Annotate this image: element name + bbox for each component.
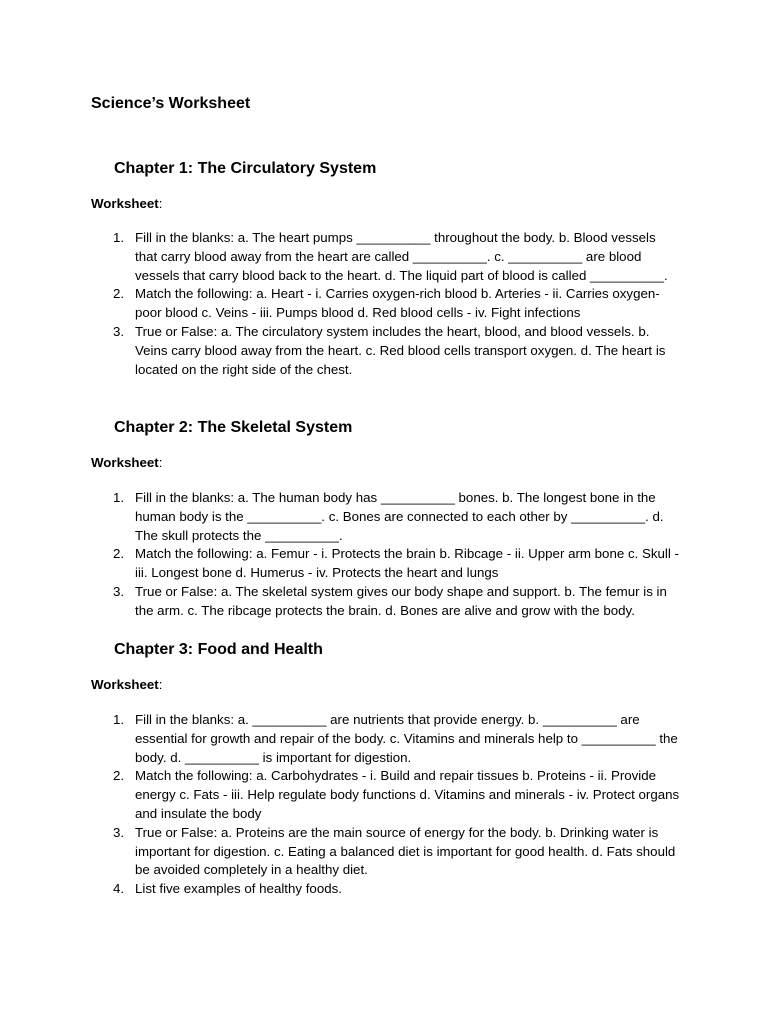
question-item xyxy=(0,489,680,545)
question-item xyxy=(0,545,680,583)
question-number: 3. xyxy=(113,323,125,339)
document-title: Science’s Worksheet xyxy=(91,95,251,112)
question-item xyxy=(0,285,680,323)
worksheet-label-text: Worksheet xyxy=(91,455,159,470)
worksheet-label-text: Worksheet xyxy=(91,196,159,211)
question-text: Match the following: a. Heart - i. Carries oxygen-rich blood b. Arteries - ii. Carries oxygen-poor blood c. Veins - iii. Pumps blood d. Red blood cells - iv. Fight infections xyxy=(135,286,660,321)
chapter-heading: Chapter 1: The Circulatory System xyxy=(114,160,377,177)
question-item xyxy=(0,767,680,823)
question-text: List five examples of healthy foods. xyxy=(135,881,342,897)
question-item xyxy=(0,229,680,285)
question-list xyxy=(0,711,768,899)
question-number: 2. xyxy=(113,546,125,562)
question-number: 1. xyxy=(113,490,125,505)
question-text: Match the following: a. Femur - i. Protects the brain b. Ribcage - ii. Upper arm bone c. Skull - iii. Longest bone d. Humerus - iv. Protects the heart and lungs xyxy=(135,546,679,581)
question-text: True or False: a. Proteins are the main source of energy for the body. b. Drinking water is important for digestion. c. Eating a balanced diet is important for good health. d. Fats should be avoided completely in a healthy diet. xyxy=(135,824,676,878)
worksheet-label xyxy=(91,195,162,213)
question-text: Match the following: a. Carbohydrates - i. Build and repair tissues b. Proteins - ii. Provide energy c. Fats - iii. Help regulate body functions d. Vitamins and minerals - iv. Protect organs and insulate the body xyxy=(135,768,680,821)
question-item xyxy=(0,711,680,767)
question-number: 2. xyxy=(113,768,125,784)
question-text: Fill in the blanks: a. __________ are nutrients that provide energy. b. __________ are essential for growth and repair of the body. c. Vitamins and minerals help to __________ the body. d. __________ is important for digestion. xyxy=(135,712,678,765)
worksheet-label xyxy=(91,676,162,694)
question-number: 4. xyxy=(113,881,125,897)
worksheet-label-colon: : xyxy=(158,196,163,211)
question-item xyxy=(0,583,680,621)
question-list xyxy=(0,489,768,621)
question-item xyxy=(0,323,680,379)
worksheet-label xyxy=(91,454,162,472)
question-text: Fill in the blanks: a. The human body has __________ bones. b. The longest bone in the human body is the __________. c. Bones are connected to each other by __________. d. The skull protects the __________. xyxy=(135,490,664,543)
question-text: Fill in the blanks: a. The heart pumps __________ throughout the body. b. Blood vessels that carry blood away from the heart are called __________. c. __________ are blood vessels that carry blood back to the heart. d. The liquid part of blood is called __________. xyxy=(135,230,668,283)
worksheet-label-text: Worksheet xyxy=(91,677,159,692)
question-number: 1. xyxy=(113,230,125,245)
question-text: True or False: a. The skeletal system gives our body shape and support. b. The femur is in the arm. c. The ribcage protects the brain. d. Bones are alive and grow with the body. xyxy=(135,583,667,618)
question-item xyxy=(0,824,680,880)
question-number: 1. xyxy=(113,712,125,727)
chapter-heading: Chapter 3: Food and Health xyxy=(114,641,323,658)
question-list xyxy=(0,229,768,379)
chapter-heading: Chapter 2: The Skeletal System xyxy=(114,419,353,436)
question-item xyxy=(0,880,680,899)
question-number: 2. xyxy=(113,286,125,302)
worksheet-label-colon: : xyxy=(158,677,163,692)
question-text: True or False: a. The circulatory system includes the heart, blood, and blood vessels. b. Veins carry blood away from the heart. c. Red blood cells transport oxygen. d. The heart is located on the right side of the chest. xyxy=(135,323,666,377)
worksheet-label-colon: : xyxy=(158,455,163,470)
question-number: 3. xyxy=(113,583,125,599)
question-number: 3. xyxy=(113,824,125,840)
